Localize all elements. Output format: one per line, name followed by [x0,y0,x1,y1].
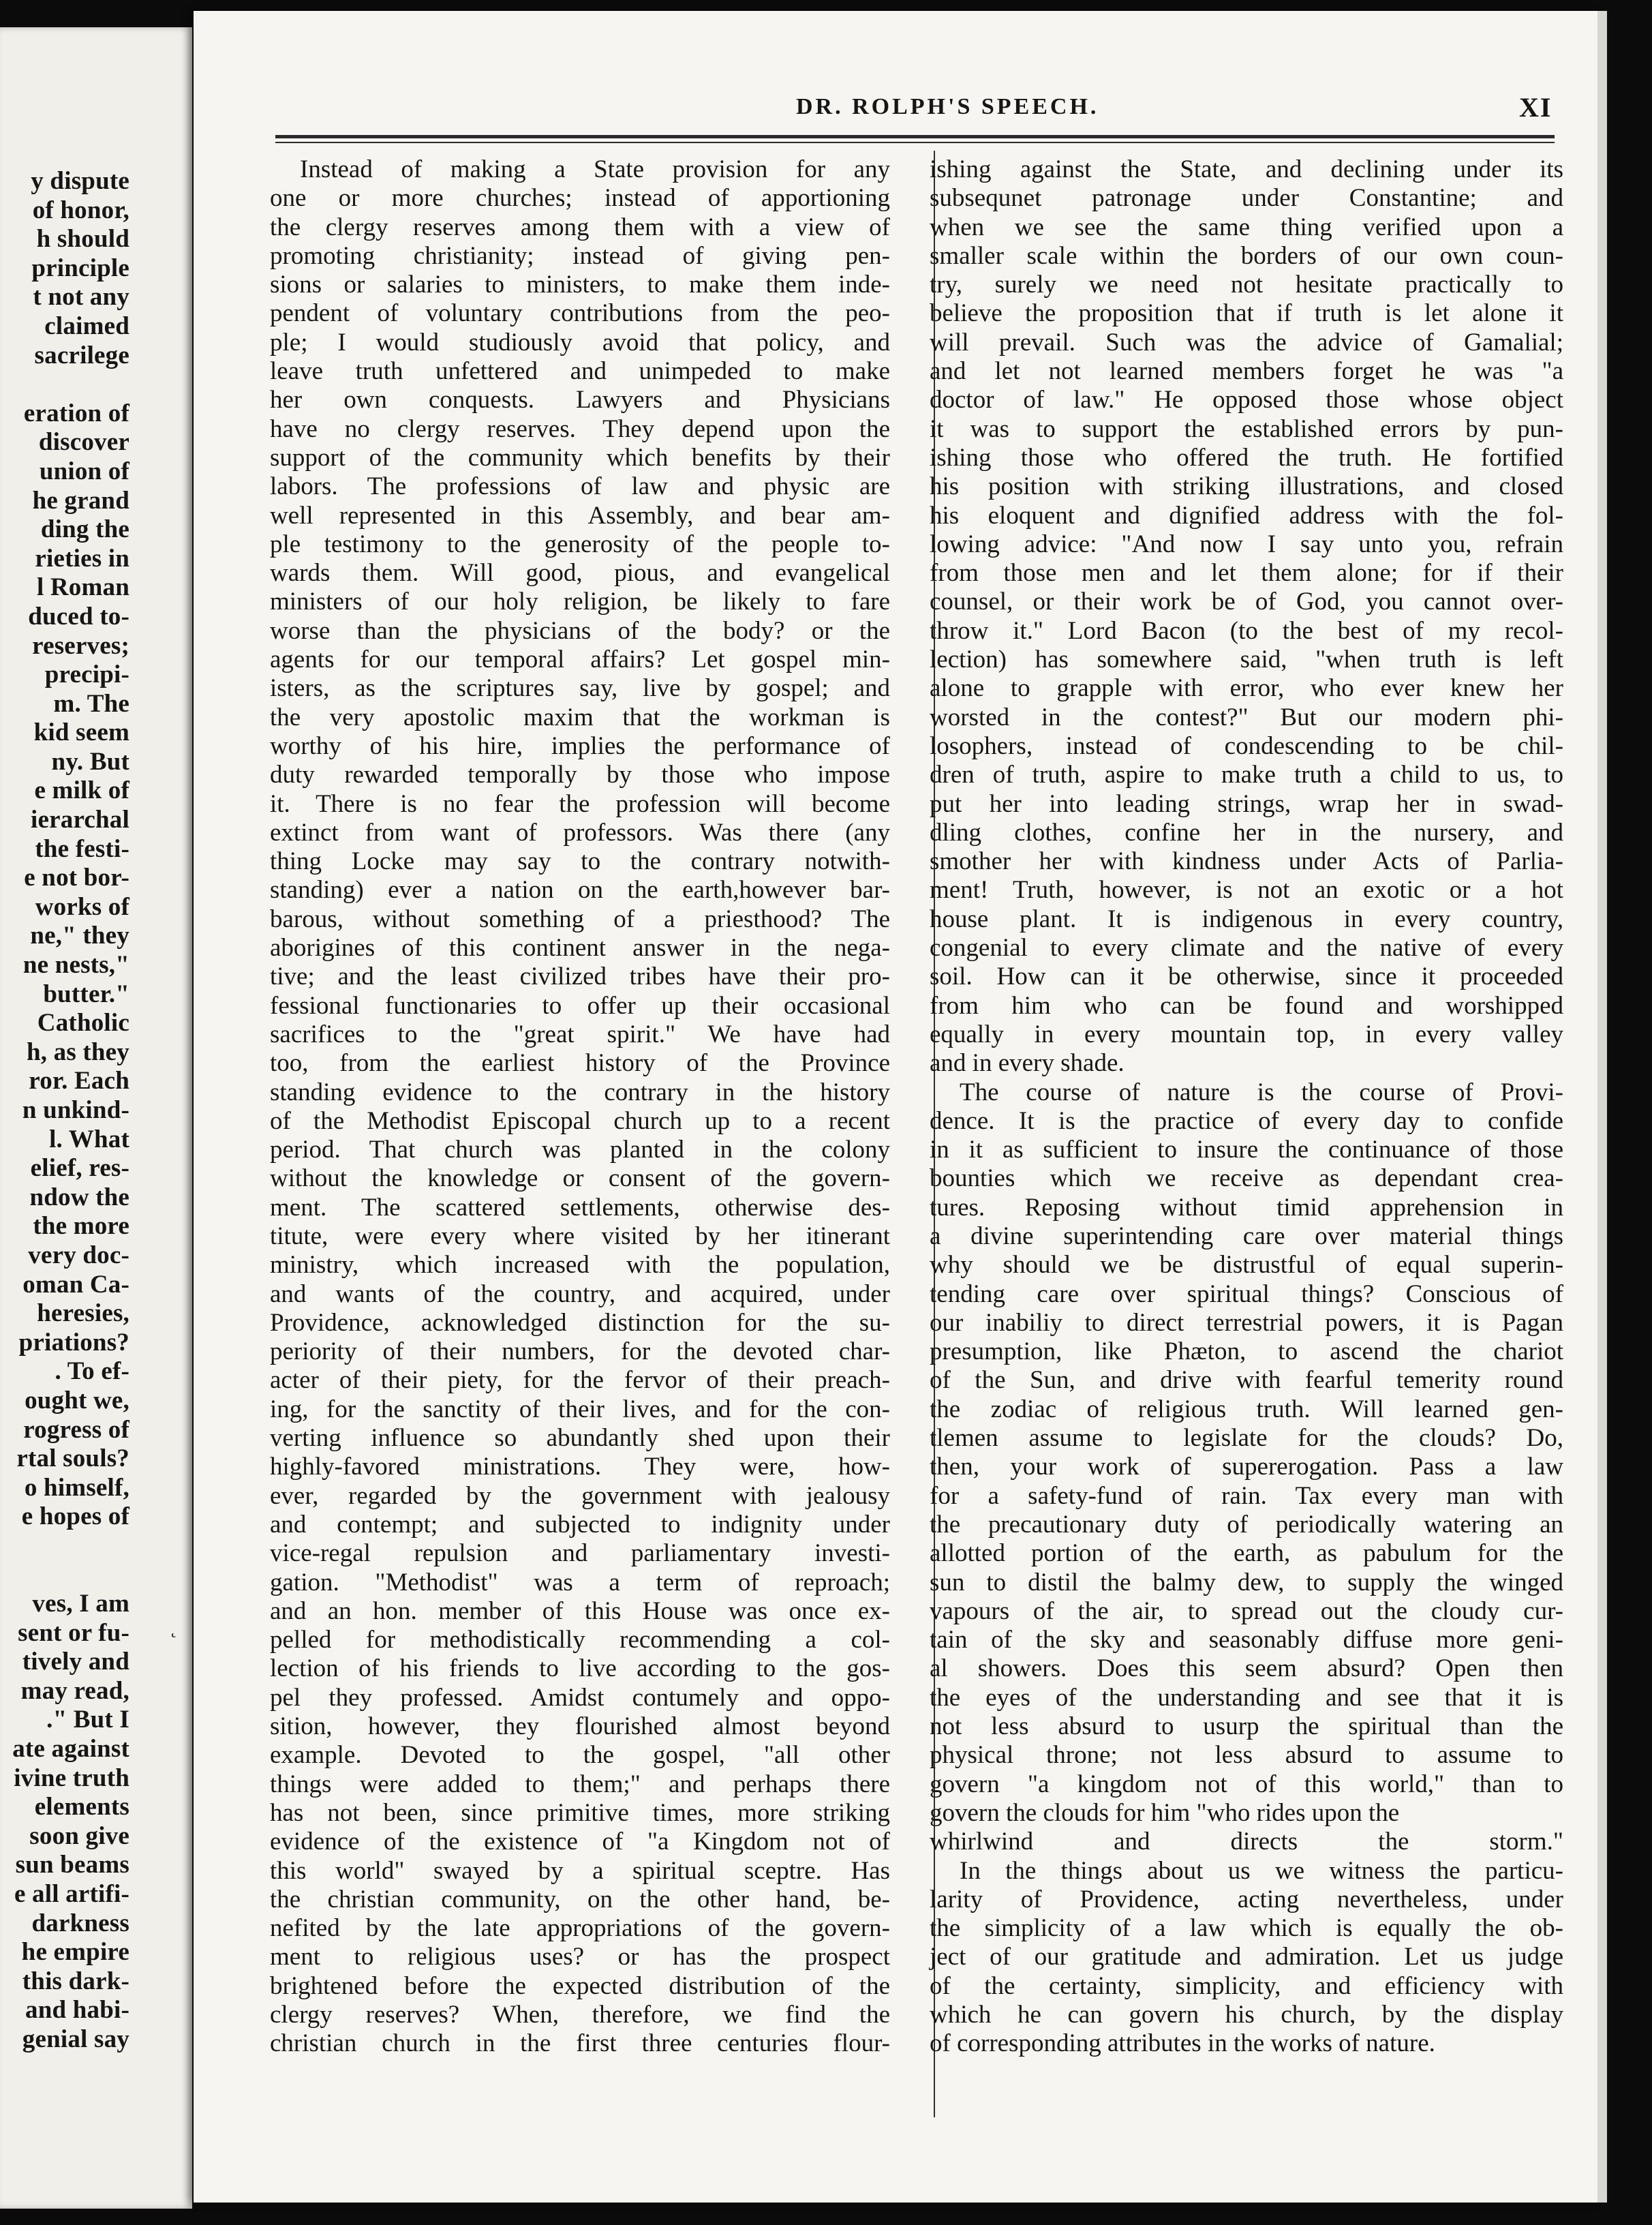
text-line: pendent of voluntary contributions from the peo- [270,299,890,328]
adjacent-text-line: e milk of [34,776,129,805]
text-line: tive; and the least civilized tribes have their pro- [270,963,890,991]
text-line: soil. How can it be otherwise, since it proceeded [930,963,1563,991]
page [194,11,1597,2203]
text-line: ishing those who offered the truth. He fortified [930,443,1563,472]
header-rule-thin [275,142,1555,143]
text-line: titute, were every where visited by her itinerant [270,1222,890,1250]
text-line: ment. The scattered settlements, otherwise des- [270,1193,890,1222]
text-line: dling clothes, confine her in the nursery, and [930,818,1563,847]
text-line: ministry, which increased with the population, [270,1251,890,1280]
adjacent-text-line: ror. Each [29,1067,129,1095]
text-line: then, your work of supererogation. Pass a law [930,1453,1563,1481]
text-line: worsted in the contest?" But our modern phi- [930,703,1563,731]
text-line: the clergy reserves among them with a view of [270,213,890,241]
text-line: verting influence so abundantly shed upon their [270,1424,890,1453]
text-line: will prevail. Such was the advice of Gamalial; [930,328,1563,357]
text-line: subsequnet patronage under Constantine; and [930,184,1563,213]
adjacent-text-line: rtal souls? [16,1444,129,1473]
adjacent-text-line: l Roman [36,573,129,602]
adjacent-text-line: and habi- [25,1996,129,2025]
text-line: sacrifices to the "great spirit." We have had [270,1020,890,1048]
text-line: a divine superintending care over material things [930,1222,1563,1250]
adjacent-text-line: h, as they [26,1038,129,1066]
text-line: ple testimony to the generosity of the people to- [270,530,890,558]
adjacent-text-line: sacrilege [34,341,129,369]
adjacent-page [0,27,192,2209]
adjacent-text-line: this dark- [22,1967,129,1995]
adjacent-text-line: he grand [32,486,129,515]
adjacent-text-line: may read, [20,1676,129,1705]
text-line: this world" swayed by a spiritual sceptre. Has [270,1856,890,1885]
text-line: from those men and let them alone; for if their [930,559,1563,588]
adjacent-text-line [0,1561,129,1590]
text-line: labors. The professions of law and physic are [270,472,890,501]
text-line: her own conquests. Lawyers and Physicians [270,386,890,414]
text-line: the very apostolic maxim that the workman is [270,703,890,731]
adjacent-text-line: heresies, [37,1299,129,1328]
text-line: counsel, or their work be of God, you cannot over- [930,588,1563,616]
text-column-right [930,155,1563,2059]
adjacent-text-line: ierarchal [31,806,129,834]
adjacent-text-line: precipi- [44,661,129,689]
text-line: govern "a kingdom not of this world," than to [930,1770,1563,1798]
adjacent-text-line: e not bor- [24,864,129,892]
text-line: of corresponding attributes in the works of nature. [930,2029,1435,2058]
text-line: congenial to every climate and the native of every [930,934,1563,963]
text-line: dence. It is the practice of every day to confide [930,1106,1563,1135]
adjacent-text-line: the more [33,1212,129,1241]
text-line: and in every shade. [930,1049,1125,1078]
text-line: support of the community which benefits by their [270,443,890,472]
text-line: lowing advice: "And now I say unto you, refrain [930,530,1563,558]
adjacent-text-line: m. The [53,689,129,718]
text-line: tending care over spiritual things? Conscious of [930,1280,1563,1308]
adjacent-text-line: ." But I [46,1706,129,1734]
text-line: acter of their piety, for the fervor of their preach- [270,1366,890,1395]
text-line: from him who can be found and worshipped [930,991,1563,1020]
text-line: vapours of the air, to spread out the cloudy cur- [930,1596,1563,1625]
adjacent-text-line [0,370,129,399]
text-line: sions or salaries to ministers, to make them inde- [270,271,890,299]
adjacent-text-line: of honor, [32,196,129,224]
text-line: clergy reserves? When, therefore, we find the [270,2001,890,2029]
page-number: XI [1519,92,1552,123]
text-line: well represented in this Assembly, and bear am- [270,501,890,530]
text-line: put her into leading strings, wrap her in swad- [930,789,1563,818]
text-line: periority of their numbers, for the devoted char- [270,1337,890,1366]
text-line: In the things about us we witness the particu- [960,1856,1563,1885]
text-line: and let not learned members forget he was "a [930,357,1563,386]
text-line: ment to religious uses? or has the prospect [270,1943,890,1971]
text-line: try, surely we need not hesitate practically to [930,271,1563,299]
text-line: smother her with kindness under Acts of Parlia- [930,847,1563,876]
adjacent-text-line: works of [35,892,129,921]
text-line: promoting christianity; instead of giving pen- [270,241,890,270]
text-line: Instead of making a State provision for any [300,155,890,183]
adjacent-text-line [0,1532,129,1561]
adjacent-text-line: claimed [44,312,129,340]
running-head-title: DR. ROLPH'S SPEECH. [796,94,1099,119]
text-line: aborigines of this continent answer in the nega- [270,934,890,963]
text-line: smaller scale within the borders of our own coun- [930,241,1563,270]
text-line: ministers of our holy religion, be likely to fare [270,588,890,616]
adjacent-text-line: ne," they [30,922,129,950]
text-line: have no clergy reserves. They depend upon the [270,414,890,443]
adjacent-text-line: h should [36,225,129,254]
text-line: example. Devoted to the gospel, "all other [270,1741,890,1770]
text-line: allotted portion of the earth, as pabulum for the [930,1539,1563,1568]
adjacent-text-line: ivine truth [14,1764,129,1792]
adjacent-text-line: elief, res- [30,1154,129,1183]
gutter-mark: ˛ [170,1616,177,1638]
text-line: his eloquent and dignified address with the fol- [930,501,1563,530]
text-line: ment! Truth, however, is not an exotic or a hot [930,876,1563,905]
text-line: tlemen assume to legislate for the clouds? Do, [930,1424,1563,1453]
adjacent-text-line: sun beams [15,1851,129,1879]
text-line: period. That church was planted in the colony [270,1136,890,1164]
text-line: physical throne; not less absurd to assume to [930,1741,1563,1770]
adjacent-text-line: reserves; [32,631,129,660]
adjacent-text-line: tively and [22,1648,129,1676]
text-line: gation. "Methodist" was a term of reproach; [270,1568,890,1596]
text-line: has not been, since primitive times, more striking [270,1798,890,1827]
text-line: believe the proposition that if truth is let alone it [930,299,1563,328]
text-line: worthy of his hire, implies the performance of [270,731,890,760]
text-line: why should we be distrustful of equal superin- [930,1251,1563,1280]
text-line: highly-favored ministrations. They were, how- [270,1453,890,1481]
text-line: when we see the same thing verified upon a [930,213,1563,241]
text-line: govern the clouds for him "who rides upon the [930,1798,1400,1827]
text-line: christian church in the first three centuries flour- [270,2029,890,2058]
text-line: The course of nature is the course of Provi- [960,1078,1563,1106]
text-line: isters, as the scriptures say, live by gospel; and [270,674,890,703]
text-line: and contempt; and subjected to indignity under [270,1510,890,1539]
page-edge [1597,11,1607,2203]
text-line: ject of our gratitude and admiration. Let us judge [930,1943,1563,1971]
text-line: vice-regal repulsion and parliamentary investi- [270,1539,890,1568]
adjacent-text-line: ne nests," [22,951,129,980]
header-rule-thick [275,135,1555,138]
text-line: the zodiac of religious truth. Will learned gen- [930,1395,1563,1423]
adjacent-text-line: eration of [23,399,129,427]
text-line: equally in every mountain top, in every valley [930,1020,1563,1048]
text-line: barous, without something of a priesthood? The [270,905,890,933]
text-line: al showers. Does this seem absurd? Open then [930,1654,1563,1683]
adjacent-text-line: e hopes of [21,1502,129,1531]
adjacent-text-line: Catholic [37,1009,129,1038]
adjacent-text-line: ny. But [51,747,129,776]
text-line: nefited by the late appropriations of the govern- [270,1914,890,1943]
text-line: the eyes of the understanding and see that it is [930,1683,1563,1712]
text-line: standing) ever a nation on the earth,however bar- [270,876,890,905]
text-column-left [270,155,890,2059]
text-line: tain of the sky and seasonably diffuse more geni- [930,1626,1563,1654]
adjacent-text-line: rogress of [23,1415,129,1444]
adjacent-text-line: ves, I am [32,1590,129,1618]
text-line: the christian community, on the other hand, be- [270,1885,890,1913]
text-line: ple; I would studiously avoid that policy, and [270,328,890,357]
adjacent-text-line: he empire [21,1938,129,1967]
text-line: his position with striking illustrations, and closed [930,472,1563,501]
text-line: worse than the physicians of the body? or the [270,616,890,645]
text-line: one or more churches; instead of apportioning [270,184,890,213]
text-line: our inabiliy to direct terrestrial powers, it is Pagan [930,1308,1563,1337]
text-line: sun to distil the balmy dew, to supply the winged [930,1568,1563,1596]
text-line: evidence of the existence of "a Kingdom not of [270,1828,890,1856]
text-line: and wants of the country, and acquired, under [270,1280,890,1308]
text-line: pel they professed. Amidst contumely and oppo- [270,1683,890,1712]
text-line: ing, for the sanctity of their lives, and for the con- [270,1395,890,1423]
text-line: Providence, acknowledged distinction for the su- [270,1308,890,1337]
text-line: the precautionary duty of periodically watering an [930,1510,1563,1539]
adjacent-text-line: discover [38,428,129,457]
adjacent-text-line: ding the [40,515,129,544]
adjacent-text-line: ate against [12,1735,129,1764]
text-line: agents for our temporal affairs? Let gospel min- [270,646,890,674]
text-line: it was to support the established errors by pun- [930,414,1563,443]
adjacent-text-line: e all artifi- [14,1880,129,1909]
text-line: for a safety-fund of rain. Tax every man with [930,1481,1563,1510]
adjacent-text-line: oman Ca- [22,1270,129,1299]
adjacent-text-line: union of [39,457,129,485]
text-line: the simplicity of a law which is equally the ob- [930,1914,1563,1943]
text-line: wards them. Will good, pious, and evangelical [270,559,890,588]
adjacent-text-line: o himself, [24,1473,129,1502]
adjacent-text-line: ought we, [25,1386,129,1414]
text-line: and an hon. member of this House was once ex- [270,1596,890,1625]
text-line: doctor of law." He opposed those whose object [930,386,1563,414]
adjacent-text-line: butter." [43,980,129,1008]
adjacent-text-line: duced to- [28,602,129,631]
adjacent-text-line: very doc- [28,1241,129,1269]
text-line: fessional functionaries to offer up their occasional [270,991,890,1020]
text-line: dren of truth, aspire to make truth a child to us, to [930,761,1563,789]
adjacent-text-line: sent or fu- [18,1618,129,1647]
text-line: alone to grapple with error, who ever knew her [930,674,1563,703]
text-line: ishing against the State, and declining under its [930,155,1563,183]
adjacent-text-line: . To ef- [55,1357,129,1386]
adjacent-page-text [0,167,129,2055]
text-line: thing Locke may say to the contrary notwith- [270,847,890,876]
adjacent-text-line: elements [34,1793,129,1821]
text-line: too, from the earliest history of the Province [270,1049,890,1078]
text-line: whirlwind and directs the storm." [930,1828,1563,1856]
text-line: brightened before the expected distribution of the [270,1971,890,2000]
adjacent-text-line: priations? [18,1328,129,1357]
adjacent-text-line: y dispute [31,167,129,195]
text-line: tures. Reposing without timid apprehension in [930,1193,1563,1222]
text-line: standing evidence to the contrary in the history [270,1078,890,1106]
text-line: in it as sufficient to insure the continuance of those [930,1136,1563,1164]
text-line: of the certainty, simplicity, and efficiency with [930,1971,1563,2000]
adjacent-text-line: t not any [33,283,129,312]
text-line: duty rewarded temporally by those who impose [270,761,890,789]
text-line: of the Sun, and drive with fearful temerity round [930,1366,1563,1395]
text-line: house plant. It is indigenous in every country, [930,905,1563,933]
text-line: presumption, like Phæton, to ascend the chariot [930,1337,1563,1366]
text-line: without the knowledge or consent of the govern- [270,1164,890,1193]
text-line: leave truth unfettered and unimpeded to make [270,357,890,386]
text-line: lection of his friends to live according to the gos- [270,1654,890,1683]
adjacent-text-line: kid seem [33,718,129,747]
text-line: throw it." Lord Bacon (to the best of my recol- [930,616,1563,645]
text-line: lection) has somewhere said, "when truth is left [930,646,1563,674]
text-line: bounties which we receive as dependant crea- [930,1164,1563,1193]
text-line: things were added to them;" and perhaps there [270,1770,890,1798]
adjacent-text-line: principle [31,254,129,282]
text-line: sition, however, they flourished almost beyond [270,1712,890,1741]
adjacent-text-line: n unkind- [22,1096,129,1124]
text-line: it. There is no fear the profession will become [270,789,890,818]
adjacent-text-line: rieties in [35,544,129,573]
text-line: pelled for methodistically recommending a col- [270,1626,890,1654]
adjacent-text-line: darkness [31,1909,129,1937]
text-line: of the Methodist Episcopal church up to a recent [270,1106,890,1135]
text-line: ever, regarded by the government with jealousy [270,1481,890,1510]
text-line: larity of Providence, acting nevertheless, under [930,1885,1563,1913]
adjacent-text-line: genial say [22,2025,129,2053]
text-line: which he can govern his church, by the display [930,2001,1563,2029]
text-line: not less absurd to usurp the spiritual than the [930,1712,1563,1741]
adjacent-text-line: ndow the [29,1183,129,1211]
adjacent-text-line: the festi- [35,834,129,863]
adjacent-text-line: l. What [49,1125,129,1153]
text-line: extinct from want of professors. Was there (any [270,818,890,847]
adjacent-text-line: soon give [29,1821,129,1850]
text-line: losophers, instead of condescending to be chil- [930,731,1563,760]
